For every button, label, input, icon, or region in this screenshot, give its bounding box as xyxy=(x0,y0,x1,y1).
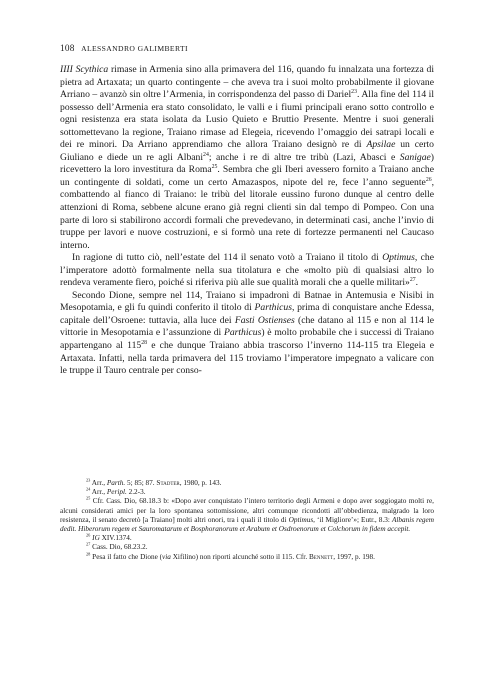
footnote: $^{28}$ Pesa il fatto che Dione (via Xifilino) non riporti alcunché sotto il 115. Cfr. Bennett, 1997, p. 198. xyxy=(86,551,375,561)
footnotes xyxy=(60,479,434,562)
footnote: $^{25}$ Cfr. Cass. Dio, 68.18.3 b: «Dopo aver conquistato l’intero territorio degli Armeni e dopo aver soggiogato molti re, alcuni considerati amici per la loro spontanea sottomissione, altri comunque ricondotti all’obbedienza, malgrado la loro resistenza, il senato decretò [a Traiano] molti altri onori, tra i quali il titolo di Optimus, ‘il Migliore’»; Eutr., 8.3: Albanis regem dedit. Hiberorum regem et Sauromatarum et Bosphoranorum et Arabum et Osdroenorum et Colchorum in fidem accepit. xyxy=(60,496,434,534)
paragraph: IIII Scythica rimase in Armenia sino alla primavera del 116, quando fu innalzata una fortezza di pietra ad Artaxata; un quarto contingente – che aveva tra i suoi molto probabilmente il giovane Arriano – avanzò sin oltre l’Armenia, in corrispondenza del passo di Dariel$^{23}$. Alla fine del 114 il possesso dell’Armenia era stato consolidato, le valli e i fiumi principali erano sotto controllo e ogni resistenza era stata isolata da Lusio Quieto e Bruttio Presente. Mentre i suoi generali sottomettevano la regione, Traiano rimase ad Elegeia, ricevendo l’omaggio dei satrapi locali e dei re minori. Da Arriano apprendiamo che allora Traiano designò re di Apsilae un certo Giuliano e diede un re agli Albani$^{24}$; anche i re di altre tre tribù (Lazi, Abasci e Sanigae) ricevettero la loro investitura da Roma$^{25}$. Sembra che gli Iberi avessero fornito a Traiano anche un contingente di soldati, come un certo Amazaspos, nipote del re, fece l’anno seguente$^{26}$, combattendo al fianco di Traiano: le tribù del litorale eussino furono dunque al centro delle attenzioni di Roma, sebbene alcune erano già regni clienti sin dal tempo di Pompeo. Con una parte di loro si stabilirono accordi formali che prevedevano, in determinati casi, anche l’invio di truppe per lavori e nuove costruzioni, e si formò una rete di fortezze permanenti nel Caucaso interno. xyxy=(60,64,435,251)
footnote: $^{24}$ Arr., Peripl. 2.2-3. xyxy=(86,486,146,497)
footnote: $^{23}$ Arr., Parth. 5; 85; 87. Stadter, 1980, p. 143. xyxy=(86,477,222,487)
running-author: ALESSANDRO GALIMBERTI xyxy=(81,44,188,53)
footnote: $^{26}$ IG XIV.1374. xyxy=(86,532,132,543)
main-text xyxy=(60,64,434,378)
page-number: 108 xyxy=(60,44,75,54)
footnote: $^{27}$ Cass. Dio, 68.23.2. xyxy=(86,542,148,552)
paragraph: Secondo Dione, sempre nel 114, Traiano si impadronì di Batnae in Antemusia e Nisibi in Mesopotamia, e gli fu quindi conferito il titolo di Parthicus, prima di conquistare anche Edessa, capitale dell’Osroene: tuttavia, alla luce dei Fasti Ostienses (che datano al 115 e non al 114 le vittorie in Mesopotamia e l’assunzione di Parthicus) è molto probabile che i successi di Traiano appartengano al $115^{28}$ e che dunque Traiano abbia trascorso l’inverno 114-115 tra Elegeia e Artaxata. Infatti, nella tarda primavera del 115 troviamo l’imperatore impegnato a valicare con le truppe il Tauro centrale per conso- xyxy=(60,289,434,377)
running-header xyxy=(60,44,188,54)
paragraph: In ragione di tutto ciò, nell’estate del 114 il senato votò a Traiano il titolo di Optimus, che l’imperatore adottò formalmente nella sua titolatura e che «molto più di qualsiasi altro lo rendeva veramente fiero, poiché si riferiva più alle sue qualità morali che a quelle militari»$^{27}$. xyxy=(60,252,434,289)
